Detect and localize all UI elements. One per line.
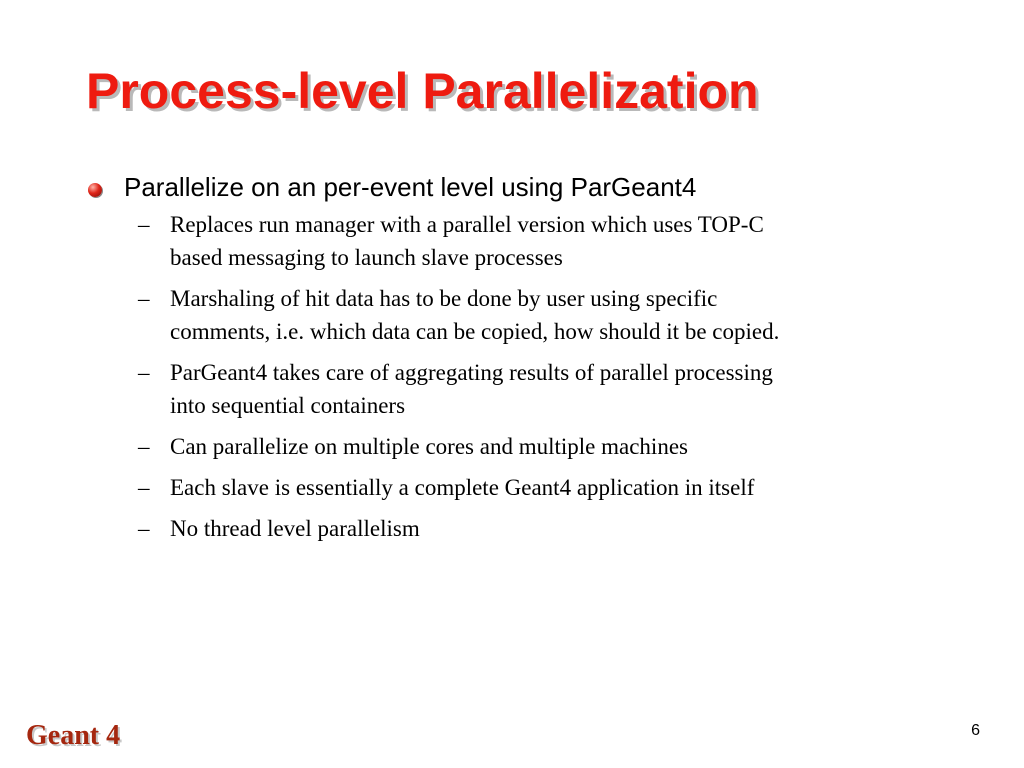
sub-bullet-item (88, 356, 968, 422)
slide-content (88, 168, 968, 553)
sub-bullet-item (88, 512, 968, 545)
sub-bullet-line: comments, i.e. which data can be copied, how should it be copied. (170, 319, 780, 344)
sub-bullet-line: ParGeant4 takes care of aggregating results of parallel processing (170, 360, 773, 385)
sub-bullet-line: based messaging to launch slave processes (170, 245, 563, 270)
sub-bullet-item (88, 430, 968, 463)
sub-bullet-line: No thread level parallelism (170, 516, 420, 541)
dash-icon: – (138, 516, 150, 541)
dash-icon: – (138, 360, 150, 385)
dash-icon: – (138, 434, 150, 459)
sub-bullet-list (88, 208, 968, 545)
page-number: 6 (971, 722, 980, 739)
sub-bullet-line: Replaces run manager with a parallel version which uses TOP-C (170, 212, 764, 237)
slide-title: Process-level Parallelization (86, 63, 759, 119)
dash-icon: – (138, 475, 150, 500)
main-bullet-text: Parallelize on an per-event level using ParGeant4 (124, 172, 697, 202)
main-bullet (88, 168, 968, 206)
sub-bullet-line: Marshaling of hit data has to be done by user using specific (170, 286, 718, 311)
sub-bullet-line: into sequential containers (170, 393, 406, 418)
red-sphere-bullet-icon (88, 183, 102, 197)
dash-icon: – (138, 286, 150, 311)
sub-bullet-item (88, 282, 968, 348)
sub-bullet-item (88, 208, 968, 274)
sub-bullet-line: Can parallelize on multiple cores and multiple machines (170, 434, 688, 459)
geant4-logo: Geant 4 (26, 720, 121, 751)
sub-bullet-item (88, 471, 968, 504)
dash-icon: – (138, 212, 150, 237)
sub-bullet-line: Each slave is essentially a complete Geant4 application in itself (170, 475, 755, 500)
